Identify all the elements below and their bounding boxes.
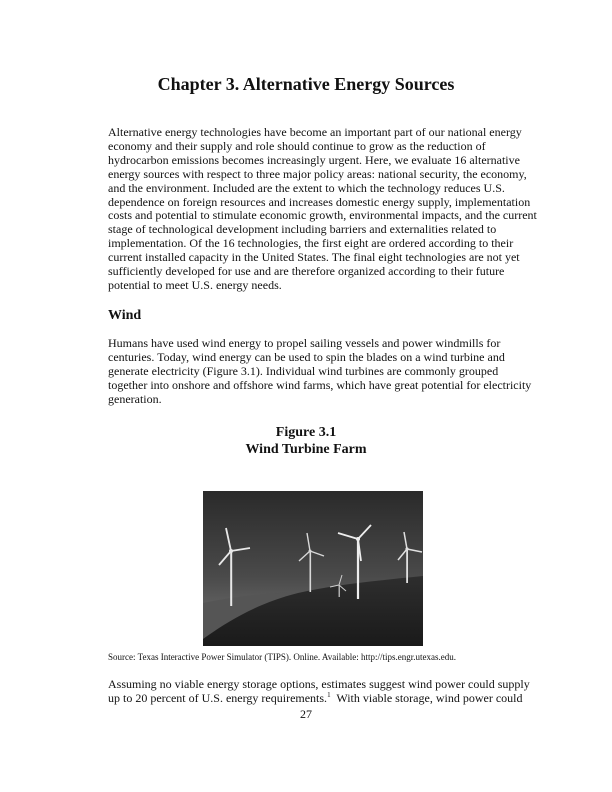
footnote-reference[interactable]: 1 xyxy=(327,690,331,699)
section-heading-wind: Wind xyxy=(108,308,142,323)
figure-number: Figure 3.1 xyxy=(275,425,337,440)
figure-title: Wind Turbine Farm xyxy=(245,442,367,457)
figure-source: Source: Texas Interactive Power Simulator (TIPS). Online. Available: http://tips.engr.utexas.edu. xyxy=(108,652,456,662)
storage-text-before: Assuming no viable energy storage options, estimates suggest wind power could supply up to 20 percent of U.S. energy requirements. xyxy=(108,677,530,705)
page-number: 27 xyxy=(300,707,312,721)
storage-text-after: With viable storage, wind power could xyxy=(330,690,523,705)
wind-paragraph: Humans have used wind energy to propel sailing vessels and power windmills for centuries. Today, wind energy can be used to spin the blades on a wind turbine and generate electricity (Figure 3.1). Individual wind turbines are commonly grouped together into onshore and offshore wind farms, which have great potential for electricity generation. xyxy=(108,336,532,406)
intro-paragraph: Alternative energy technologies have become an important part of our national energy economy and their supply and role should continue to grow as the reduction of hydrocarbon emissions becomes increasingly urgent. Here, we evaluate 16 alternative energy sources with respect to three major policy areas: national security, the economy, and the environment. Included are the extent to which the technology reduces U.S. dependence on foreign resources and increases domestic energy supply, implementation costs and potential to stimulate economic growth, environmental impacts, and the current stage of technological development including barriers and externalities related to implementation. Of the 16 technologies, the first eight are ordered according to their current installed capacity in the United States. The final eight technologies are not yet sufficiently developed for use and are therefore organized according to their future potential to meet U.S. energy needs. xyxy=(108,125,537,292)
storage-paragraph xyxy=(108,678,538,706)
chapter-title: Chapter 3. Alternative Energy Sources xyxy=(157,74,455,94)
wind-turbine-farm-photo xyxy=(203,491,423,646)
